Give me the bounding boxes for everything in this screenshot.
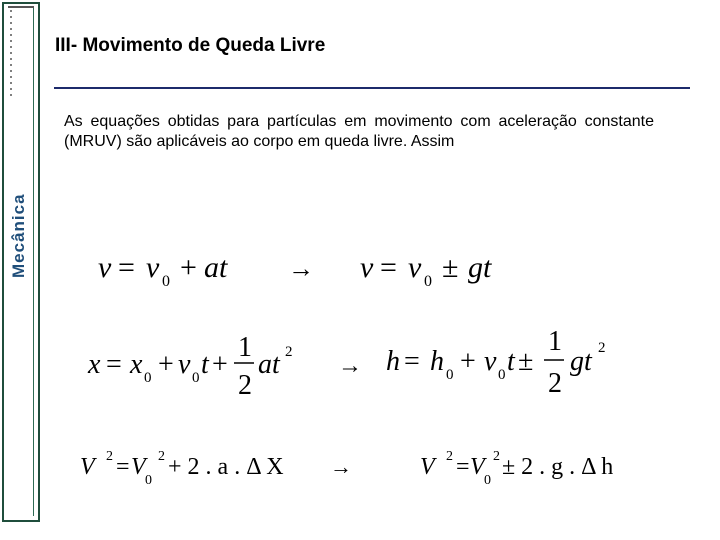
eq3-left-exp2: 2 — [158, 449, 165, 464]
eq3-right-sub0: 0 — [484, 473, 491, 488]
body-paragraph: As equações obtidas para partículas em movimento com aceleração constante (MRUV) são aplicáveis ao corpo em queda livre. Assim — [64, 113, 654, 150]
eq2-left-subv0: 0 — [192, 370, 200, 386]
eq3-left-V: V — [80, 454, 95, 480]
eq1-right-v0: v — [408, 251, 422, 284]
eq3-left-sub0: 0 — [145, 473, 152, 488]
slide-title: III- Movimento de Queda Livre — [55, 35, 326, 56]
equation-row-3-right — [420, 449, 613, 488]
eq2-left-x: x — [88, 349, 101, 380]
equation-row-1-right — [360, 251, 492, 290]
eq2-right-frac-num: 1 — [548, 326, 562, 357]
eq1-right-pm: ± — [442, 251, 459, 284]
eq2-right-exp: 2 — [598, 340, 606, 356]
eq3-left-V0: V — [131, 454, 146, 480]
eq1-left-plus: + — [180, 251, 197, 284]
eq1-left-equals: = — [118, 251, 135, 284]
eq2-right-frac-den: 2 — [548, 368, 562, 399]
eq2-right-v0: v — [484, 346, 497, 377]
equation-row-1-left — [98, 251, 228, 290]
eq2-left-exp: 2 — [285, 344, 293, 360]
eq2-right-gt: gt — [570, 346, 592, 377]
eq1-left-sub0: 0 — [162, 273, 170, 290]
eq2-right-t: t — [507, 346, 515, 377]
eq3-left-exp1: 2 — [106, 449, 113, 464]
eq3-left-equals: = — [116, 454, 130, 480]
eq2-left-t: t — [201, 349, 209, 380]
eq2-right-sub0: 0 — [446, 367, 454, 383]
eq2-left-plus2: + — [212, 349, 228, 380]
sidebar-label: Mecânica — [9, 193, 28, 278]
eq2-left-frac-den: 2 — [238, 370, 252, 401]
eq3-right-exp2: 2 — [493, 449, 500, 464]
eq1-left-at: at — [204, 251, 228, 284]
eq3-right-rest: ± 2 . g . Δ h — [502, 454, 614, 480]
eq2-left-x0: x — [130, 349, 143, 380]
equation-row-2-left — [87, 332, 293, 401]
eq3-right-V: V — [420, 454, 435, 480]
eq1-left-v0: v — [146, 251, 160, 284]
eq1-left-v: v — [98, 251, 112, 284]
eq2-right-h0: h — [430, 346, 444, 377]
eq3-right-equals: = — [456, 454, 470, 480]
eq2-left-v0: v — [178, 349, 191, 380]
eq2-left-plus1: + — [158, 349, 174, 380]
eq2-left-frac-num: 1 — [238, 332, 252, 363]
equation-row-3-left — [80, 449, 284, 488]
eq1-right-equals: = — [380, 251, 397, 284]
eq1-right-v: v — [360, 251, 374, 284]
eq2-right-subv0: 0 — [498, 367, 506, 383]
eq3-right-V0: V — [470, 454, 485, 480]
eq2-arrow: → — [338, 353, 362, 379]
eq3-left-rest: + 2 . a . Δ X — [168, 454, 284, 480]
eq1-arrow: → — [288, 254, 314, 283]
eq3-arrow: → — [330, 454, 352, 479]
eq2-left-sub0: 0 — [144, 370, 152, 386]
eq1-right-gt: gt — [468, 251, 492, 284]
equation-row-2-right — [386, 326, 606, 399]
eq2-right-equals: = — [404, 346, 420, 377]
eq2-left-equals: = — [106, 349, 122, 380]
eq2-right-plus1: + — [460, 346, 476, 377]
eq2-right-h: h — [386, 346, 400, 377]
eq3-right-exp1: 2 — [446, 449, 453, 464]
eq1-right-sub0: 0 — [424, 273, 432, 290]
eq2-right-pm: ± — [518, 346, 534, 377]
eq2-left-at: at — [258, 349, 280, 380]
